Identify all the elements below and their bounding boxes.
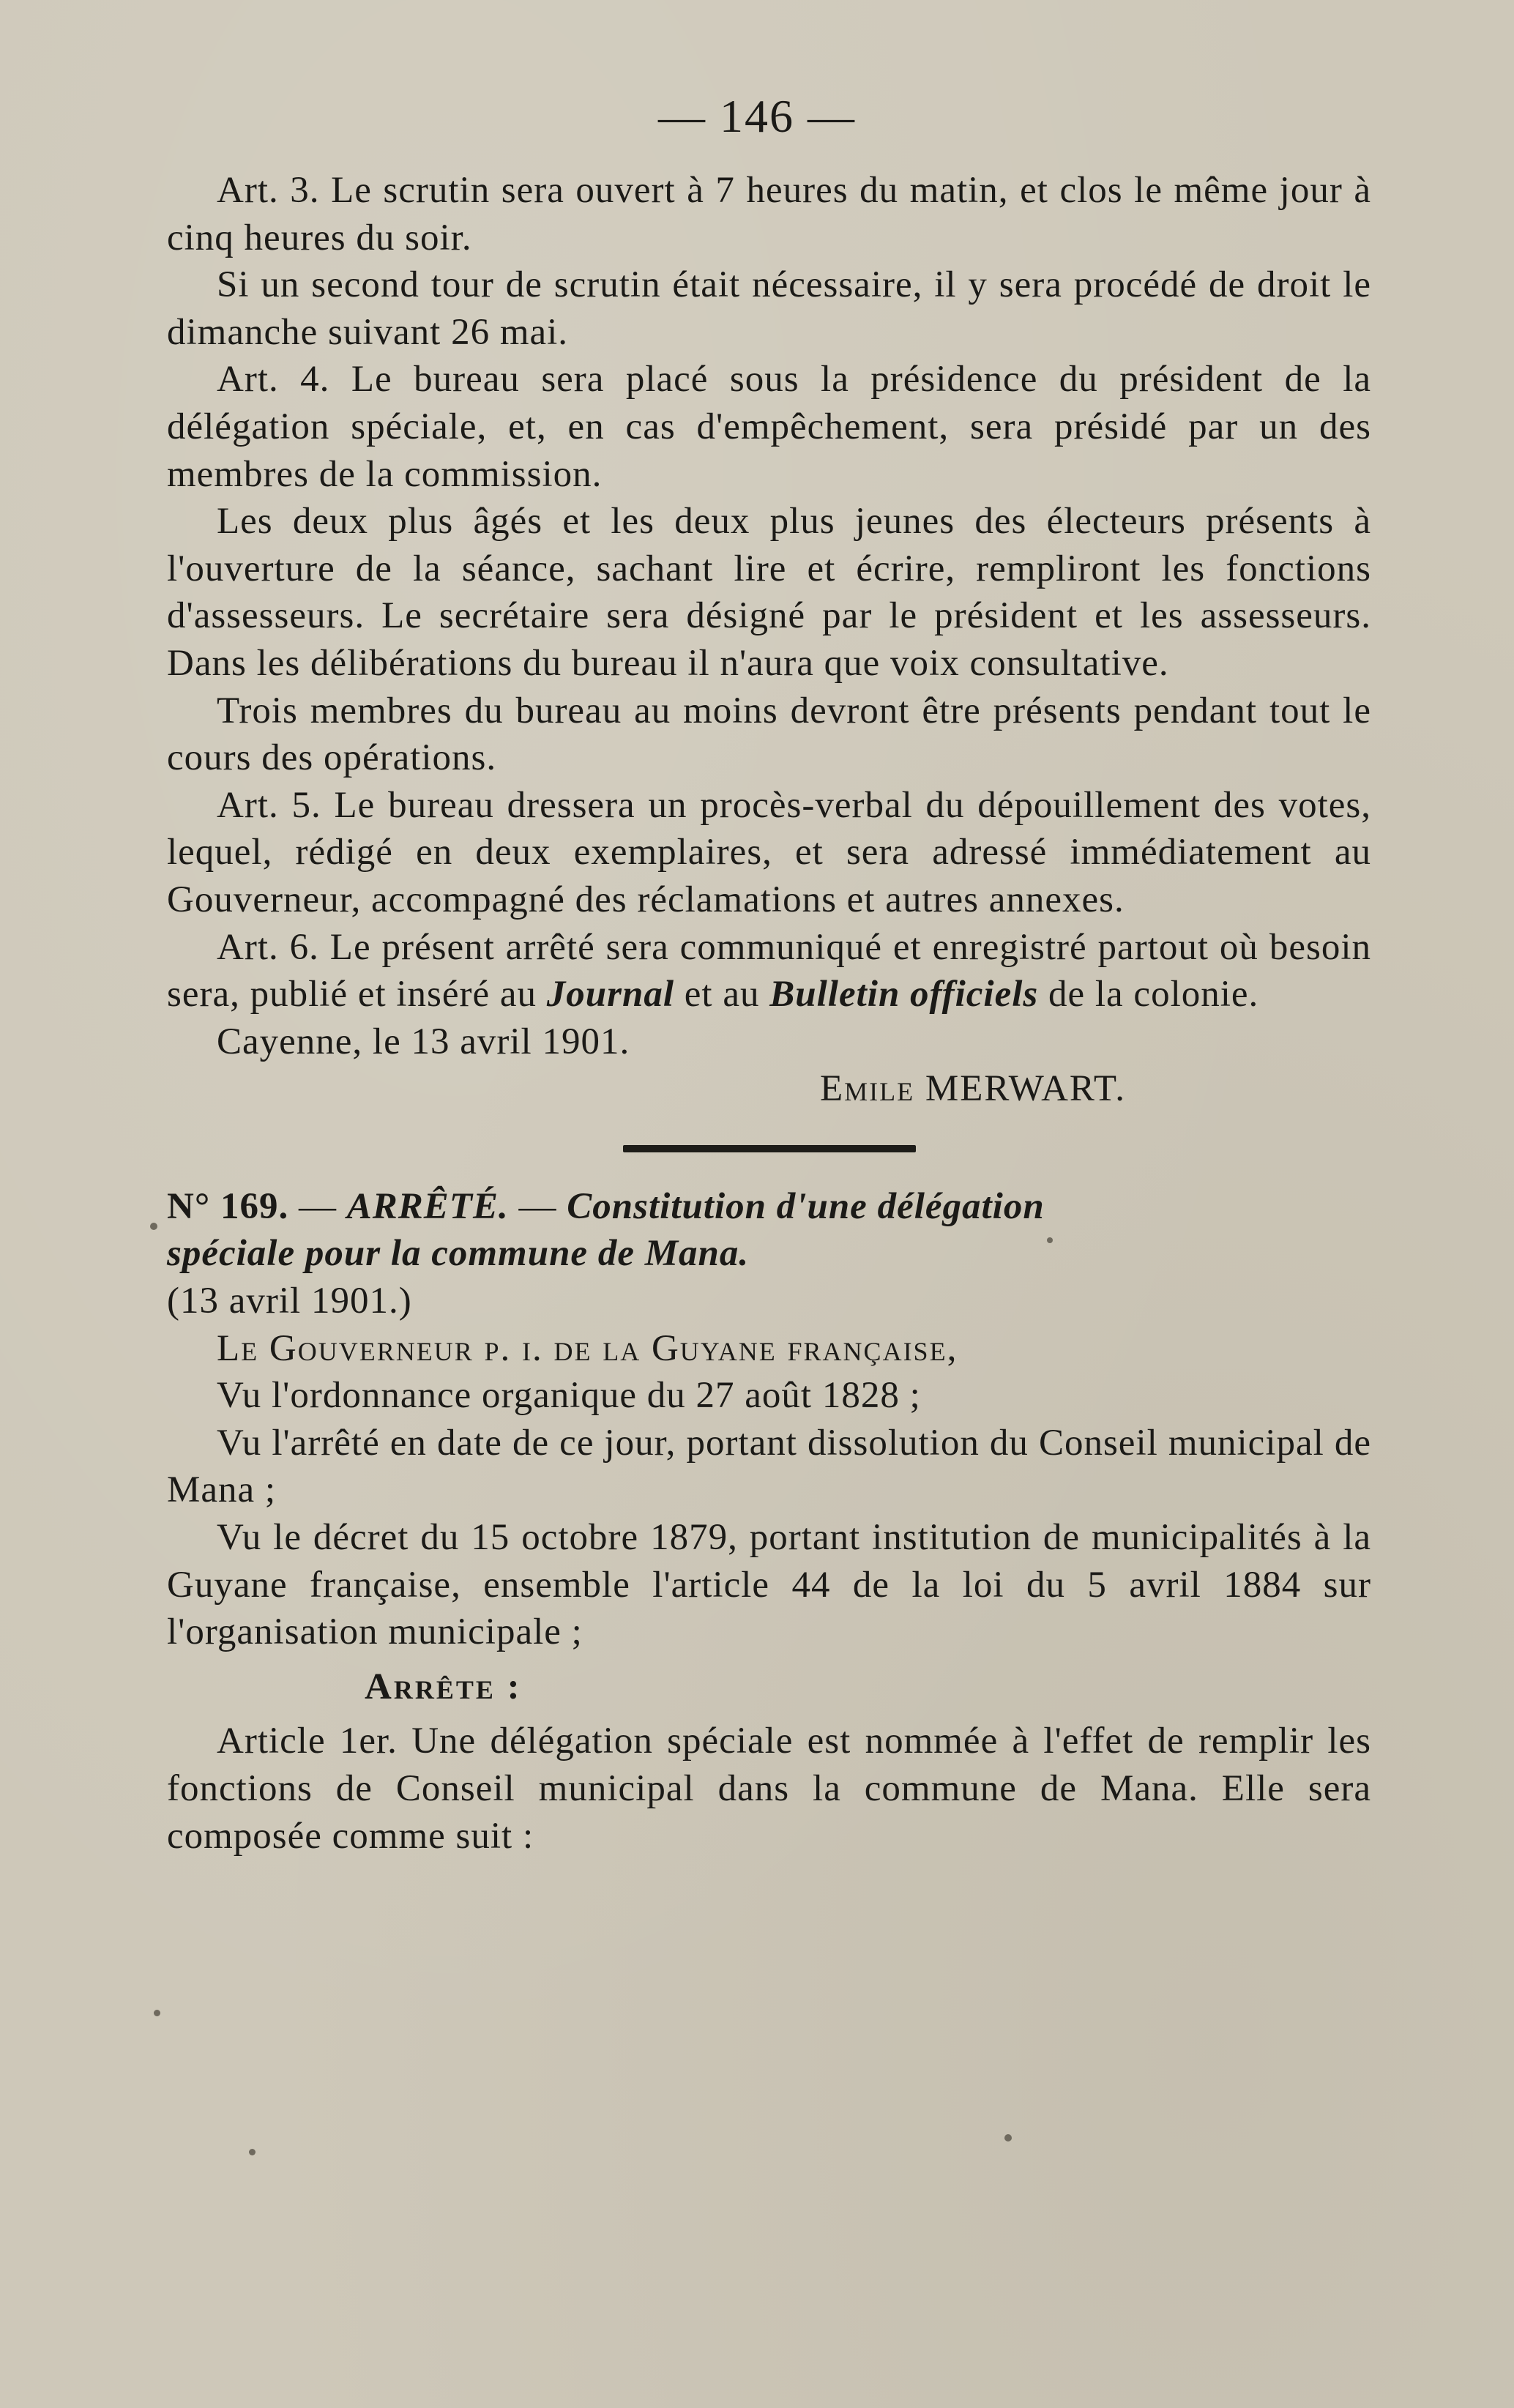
- paragraph-article-1: Article 1er. Une délégation spéciale est nommée à l'effet de remplir les fonctions de Conseil municipal dans la commune de Mana. Elle sera composée comme suit :: [167, 1721, 1371, 1857]
- paragraph-second-tour: Si un second tour de scrutin était nécessaire, il y sera procédé de droit le dimanche suivant 26 mai.: [167, 264, 1371, 353]
- decree-number: N° 169.: [167, 1185, 289, 1227]
- decree-heading: [167, 1183, 1371, 1231]
- separator-rule: [623, 1145, 916, 1152]
- paragraph-art6: [167, 924, 1371, 1018]
- paragraph-art4: Art. 4. Le bureau sera placé sous la présidence du président de la délégation spéciale, et, en cas d'empêchement, sera présidé par un des membres de la commission.: [167, 359, 1371, 495]
- arrete-heading: Arrête :: [365, 1666, 522, 1707]
- paragraph-assesseurs: Les deux plus âgés et les deux plus jeunes des électeurs présents à l'ouverture de la séance, sachant lire et écrire, rempliront les fonctions d'assesseurs. Le secrétaire sera désigné par le président et les assesseurs. Dans les délibérations du bureau il n'aura que voix consultative.: [167, 501, 1371, 684]
- art6-text-after: de la colonie.: [1038, 974, 1259, 1015]
- paragraph-art3: Art. 3. Le scrutin sera ouvert à 7 heures du matin, et clos le même jour à cinq heures du soir.: [167, 170, 1371, 258]
- decree-type: ARRÊTÉ.: [346, 1185, 509, 1227]
- paragraph-vu-arrete: Vu l'arrêté en date de ce jour, portant dissolution du Conseil municipal de Mana ;: [167, 1422, 1371, 1511]
- paper-speck: [1004, 2134, 1012, 2142]
- date-place: Cayenne, le 13 avril 1901.: [217, 1021, 630, 1062]
- signature: Emile MERWART.: [820, 1068, 1126, 1110]
- paragraph-vu-decret: Vu le décret du 15 octobre 1879, portant institution de municipalités à la Guyane française, ensemble l'article 44 de la loi du 5 avril 1884 sur l'organisation municipale ;: [167, 1517, 1371, 1653]
- decree-title-line-1: Constitution d'une délégation: [567, 1185, 1045, 1227]
- art6-text-before: Art. 6. Le présent arrêté sera communiqué et enregistré partout où besoin sera, publié et inséré au: [167, 926, 1371, 1015]
- paragraph-vu-ordonnance: Vu l'ordonnance organique du 27 août 1828 ;: [217, 1375, 921, 1417]
- paragraph-art5: Art. 5. Le bureau dressera un procès-verbal du dépouillement des votes, lequel, rédigé en deux exemplaires, et sera adressé immédiatement au Gouverneur, accompagné des réclamations et autres annexes.: [167, 784, 1371, 920]
- decree-title-line-2-row: [167, 1230, 1371, 1278]
- decree-date: (13 avril 1901.): [167, 1281, 412, 1322]
- paper-speck: [150, 1223, 157, 1230]
- art6-bulletin: Bulletin officiels: [769, 974, 1039, 1015]
- art6-journal: Journal: [546, 974, 675, 1015]
- paper-speck: [154, 2010, 160, 2016]
- document-body: [167, 167, 1371, 1860]
- paper-speck: [249, 2149, 256, 2155]
- paragraph-governor: Le Gouverneur p. i. de la Guyane française,: [217, 1327, 958, 1369]
- art6-text-middle: et au: [674, 974, 770, 1015]
- page-number: — 146 —: [658, 90, 856, 142]
- decree-title-line-2: spéciale pour la commune de Mana.: [167, 1233, 750, 1275]
- paragraph-membres: Trois membres du bureau au moins devront être présents pendant tout le cours des opérations.: [167, 690, 1371, 779]
- decree-dash-2: —: [508, 1185, 567, 1227]
- decree-dash-1: —: [288, 1185, 347, 1227]
- paper-speck: [1047, 1237, 1053, 1243]
